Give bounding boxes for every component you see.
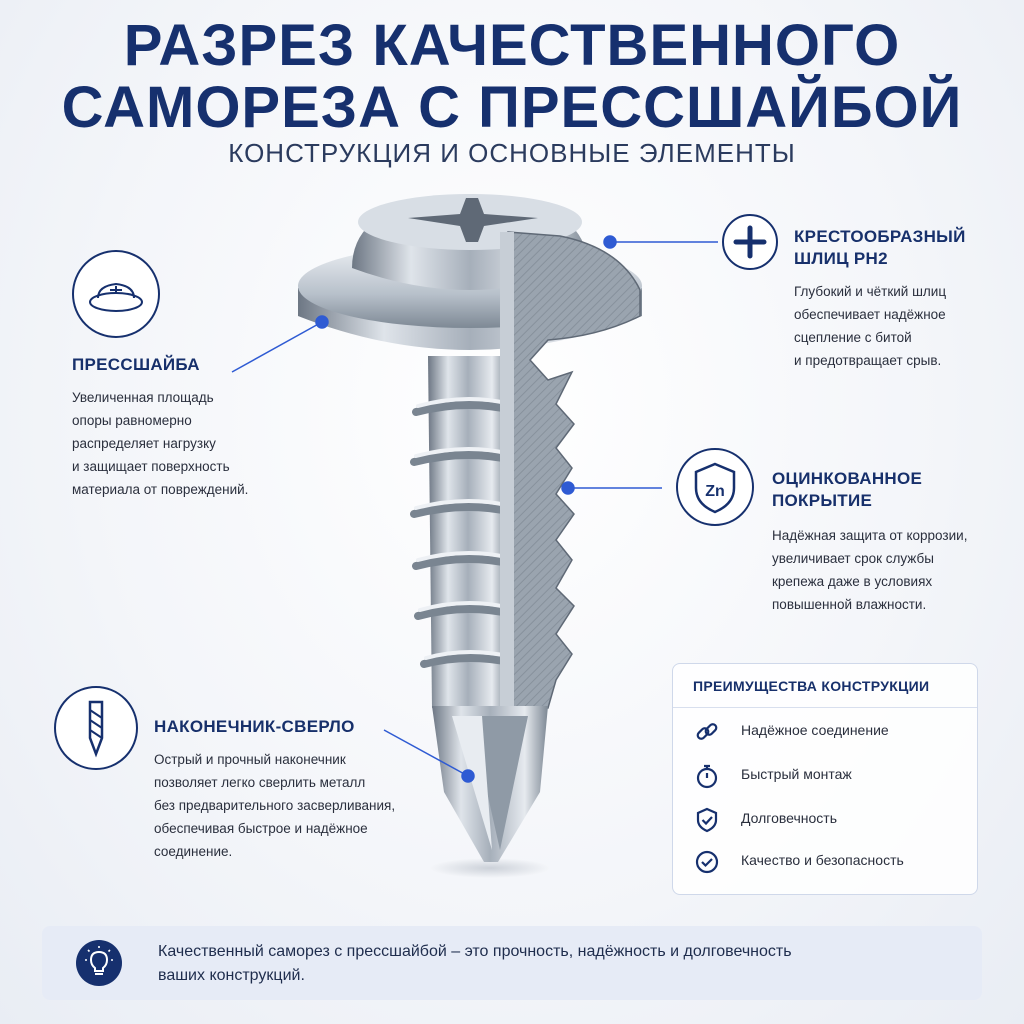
slot-description: Глубокий и чёткий шлиц обеспечивает надёжное сцепление с битой и предотвращает срыв.	[794, 284, 947, 368]
drill-heading: НАКОНЕЧНИК-СВЕРЛО	[154, 717, 355, 736]
page-title-line1: РАЗРЕЗ КАЧЕСТВЕННОГО	[123, 13, 901, 78]
advantage-label: Надёжное соединение	[741, 722, 889, 738]
zinc-shield-icon	[676, 448, 754, 526]
washer-screw-icon	[72, 250, 160, 338]
advantage-item	[693, 718, 963, 744]
advantages-panel	[672, 663, 978, 895]
advantage-label: Быстрый монтаж	[741, 766, 852, 782]
footer-text: Качественный саморез с прессшайбой – это прочность, надёжность и долговечность ваших конструкций.	[158, 943, 792, 984]
advantage-item	[693, 848, 963, 874]
cross-section-cut	[500, 232, 640, 708]
shield-check-icon	[693, 806, 721, 834]
advantage-item	[693, 806, 963, 832]
advantages-title: ПРЕИМУЩЕСТВА КОНСТРУКЦИИ	[673, 664, 977, 708]
zinc-icon-text: Zn	[705, 483, 725, 500]
slot-heading: КРЕСТООБРАЗНЫЙ ШЛИЦ PH2	[794, 227, 966, 268]
advantage-label: Долговечность	[741, 810, 837, 826]
footer-banner	[42, 926, 982, 1000]
page-subtitle: КОНСТРУКЦИЯ И ОСНОВНЫЕ ЭЛЕМЕНТЫ	[228, 138, 796, 168]
drill-tip-shape	[432, 706, 548, 862]
coating-heading: ОЦИНКОВАННОЕ ПОКРЫТИЕ	[772, 469, 923, 510]
plus-icon	[722, 214, 778, 270]
lightbulb-icon	[76, 940, 122, 986]
drill-description: Острый и прочный наконечник позволяет легко сверлить металл без предварительного засверливания, обеспечивая быстрое и надёжное соединение.	[154, 752, 396, 859]
link-icon	[693, 718, 721, 746]
check-circle-icon	[693, 848, 721, 876]
advantage-item	[693, 762, 963, 788]
washer-heading: ПРЕССШАЙБА	[72, 355, 200, 374]
advantage-label: Качество и безопасность	[741, 852, 904, 868]
stopwatch-icon	[693, 762, 721, 790]
drill-tip-icon	[54, 686, 138, 770]
washer-description: Увеличенная площадь опоры равномерно распределяет нагрузку и защищает поверхность материала от повреждений.	[72, 390, 249, 497]
coating-description: Надёжная защита от коррозии, увеличивает срок службы крепежа даже в условиях повышенной влажности.	[772, 528, 968, 612]
page-title-line2: САМОРЕЗА С ПРЕССШАЙБОЙ	[61, 75, 963, 140]
